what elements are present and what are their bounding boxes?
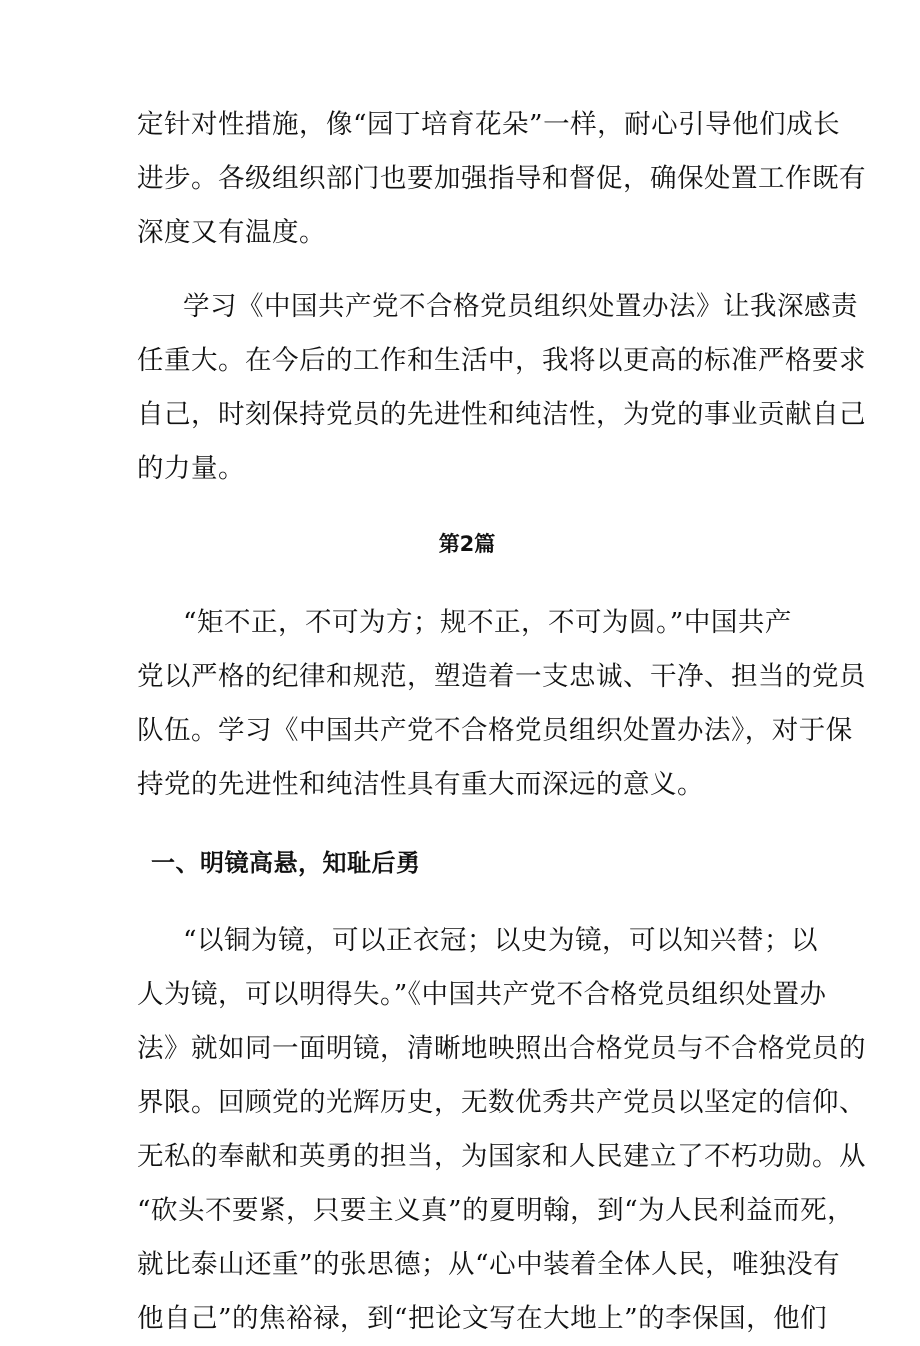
paragraph-line: 人为镜，可以明得失。”《中国共产党不合格党员组织处置办 <box>137 979 827 1010</box>
paragraph-line: 自己，时刻保持党员的先进性和纯洁性，为党的事业贡献自己 <box>137 399 866 430</box>
paragraph-line: 持党的先进性和纯洁性具有重大而深远的意义。 <box>137 769 704 800</box>
paragraph-line: 进步。各级组织部门也要加强指导和督促，确保处置工作既有 <box>137 163 866 194</box>
paragraph-line: “矩不正，不可为方；规不正，不可为圆。”中国共产 <box>183 607 792 638</box>
paragraph-line: 任重大。在今后的工作和生活中，我将以更高的标准严格要求 <box>137 345 866 376</box>
paragraph-line: 就比泰山还重”的张思德；从“心中装着全体人民，唯独没有 <box>137 1249 841 1280</box>
paragraph-line: 党以严格的纪律和规范，塑造着一支忠诚、干净、担当的党员 <box>137 661 866 692</box>
paragraph-line: 的力量。 <box>137 453 245 484</box>
paragraph-line: 学习《中国共产党不合格党员组织处置办法》让我深感责 <box>183 291 858 322</box>
section-title: 第2篇 <box>438 532 496 556</box>
paragraph-line: 队伍。学习《中国共产党不合格党员组织处置办法》，对于保 <box>137 715 853 746</box>
paragraph-line: 界限。回顾党的光辉历史，无数优秀共产党员以坚定的信仰、 <box>137 1087 866 1118</box>
paragraph-line: 无私的奉献和英勇的担当，为国家和人民建立了不朽功勋。从 <box>137 1141 866 1172</box>
document-page <box>137 98 866 1346</box>
paragraph-line: 深度又有温度。 <box>137 217 326 248</box>
paragraph-1 <box>137 98 866 260</box>
paragraph-line: “以铜为镜，可以正衣冠；以史为镜，可以知兴替；以 <box>183 925 819 956</box>
paragraph-2 <box>137 280 866 496</box>
paragraph-line: 法》就如同一面明镜，清晰地映照出合格党员与不合格党员的 <box>137 1033 866 1064</box>
paragraph-line: “砍头不要紧，只要主义真”的夏明翰，到“为人民利益而死， <box>137 1195 855 1226</box>
paragraph-line: 定针对性措施，像“园丁培育花朵”一样，耐心引导他们成长 <box>137 109 841 140</box>
paragraph-3 <box>137 596 866 812</box>
paragraph-line: 他自己”的焦裕禄，到“把论文写在大地上”的李保国，他们 <box>137 1303 828 1334</box>
section-heading: 一、明镜高悬，知耻后勇 <box>151 849 421 877</box>
paragraph-4 <box>137 914 866 1346</box>
